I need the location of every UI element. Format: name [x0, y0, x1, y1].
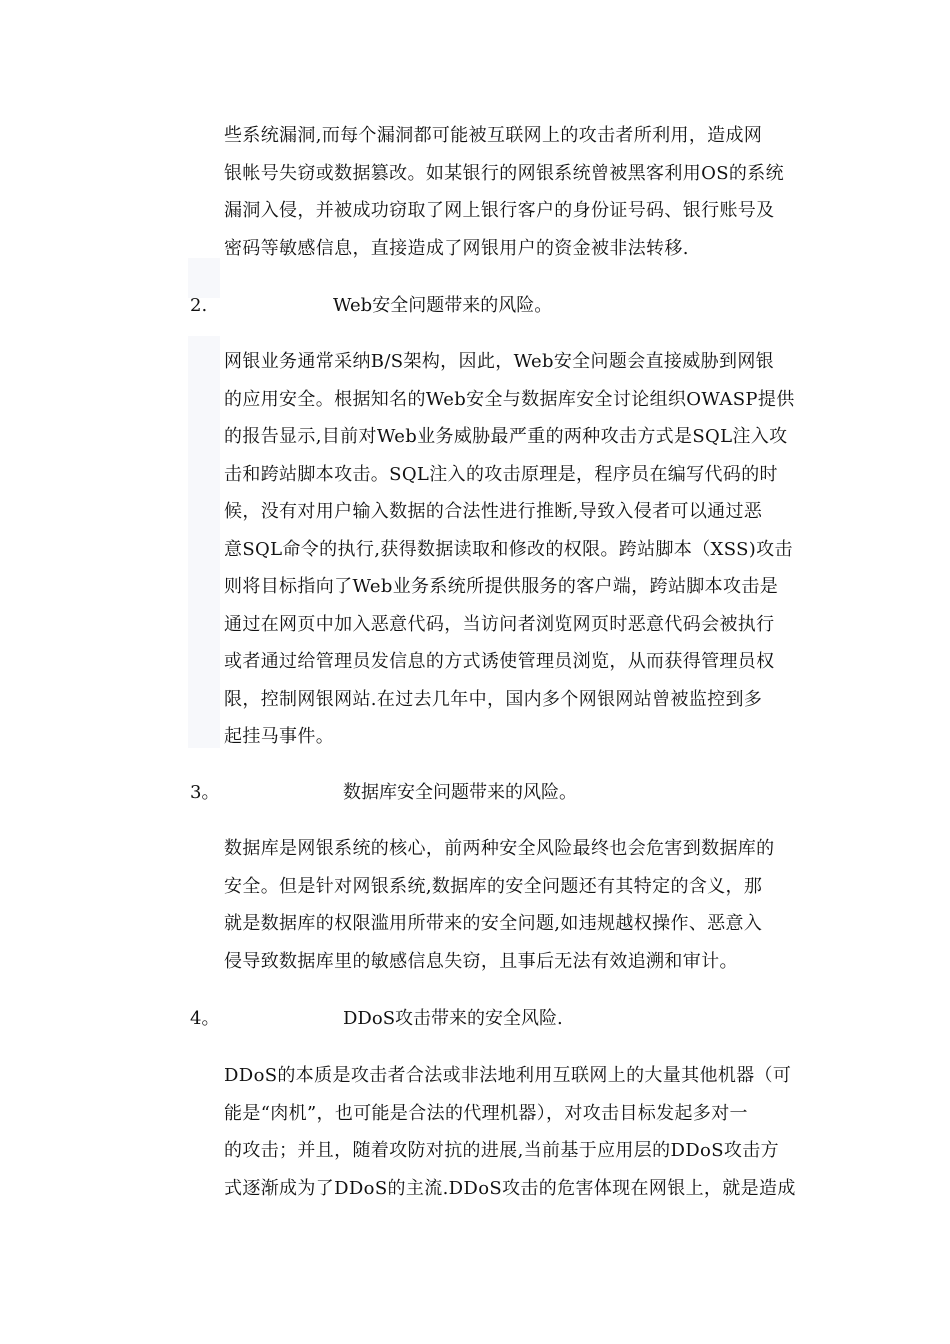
text-line: 的应用安全。根据知名的Web安全与数据库安全讨论组织OWASP提供: [224, 388, 795, 410]
text-line: 银帐号失窃或数据篡改。如某银行的网银系统曾被黑客利用OS的系统: [224, 162, 784, 184]
text-line: 意SQL命令的执行,获得数据读取和修改的权限。跨站脚本（XSS)攻击: [224, 538, 793, 560]
section-number: 3。: [190, 782, 220, 803]
section-heading-2: [0, 290, 950, 322]
text-line: 或者通过给管理员发信息的方式诱使管理员浏览，从而获得管理员权: [224, 651, 775, 672]
text-line: 密码等敏感信息，直接造成了网银用户的资金被非法转移.: [224, 237, 689, 259]
text-line: 数据库是网银系统的核心，前两种安全风险最终也会危害到数据库的: [224, 838, 775, 859]
text-line: 就是数据库的权限滥用所带来的安全问题,如违规越权操作、恶意入: [224, 913, 763, 934]
section-title: DDoS攻击带来的安全风险.: [343, 1008, 563, 1029]
text-line: 能是“肉机”，也可能是合法的代理机器），对攻击目标发起多对一: [224, 1102, 748, 1124]
text-line: 漏洞入侵，并被成功窃取了网上银行客户的身份证号码、银行账号及: [224, 200, 775, 221]
text-line: DDoS的本质是攻击者合法或非法地利用互联网上的大量其他机器（可: [224, 1065, 792, 1086]
section-number: 2.: [190, 295, 208, 316]
paragraph-3: [224, 830, 814, 980]
text-line: 的攻击；并且，随着攻防对抗的进展,当前基于应用层的DDoS攻击方: [224, 1140, 779, 1161]
section-heading-4: [0, 1003, 950, 1035]
shade-band: [188, 336, 220, 748]
text-line: 安全。但是针对网银系统,数据库的安全问题还有其特定的含义，那: [224, 875, 763, 897]
text-line: 的报告显示,目前对Web业务威胁最严重的两种攻击方式是SQL注入攻: [224, 426, 788, 447]
text-line: 通过在网页中加入恶意代码，当访问者浏览网页时恶意代码会被执行: [224, 613, 775, 635]
text-line: 起挂马事件。: [224, 726, 335, 747]
section-title: Web安全问题带来的风险。: [333, 295, 553, 316]
text-line: 限，控制网银网站.在过去几年中，国内多个网银网站曾被监控到多: [224, 688, 763, 710]
text-line: 式逐渐成为了DDoS的主流.DDoS攻击的危害体现在网银上，就是造成: [224, 1177, 796, 1199]
section-title: 数据库安全问题带来的风险。: [343, 782, 577, 803]
text-line: 侵导致数据库里的敏感信息失窃，且事后无法有效追溯和审计。: [224, 950, 738, 972]
section-heading-3: [0, 777, 950, 809]
text-line: 网银业务通常采纳B/S架构，因此，Web安全问题会直接威胁到网银: [224, 351, 775, 372]
text-line: 则将目标指向了Web业务系统所提供服务的客户端，跨站脚本攻击是: [224, 576, 779, 597]
paragraph-1: [224, 117, 814, 267]
paragraph-2: [224, 343, 814, 756]
text-line: 击和跨站脚本攻击。SQL注入的攻击原理是，程序员在编写代码的时: [224, 463, 778, 485]
paragraph-4: [224, 1057, 814, 1207]
text-line: 候，没有对用户输入数据的合法性进行推断,导致入侵者可以通过恶: [224, 501, 763, 522]
text-line: 些系统漏洞,而每个漏洞都可能被互联网上的攻击者所利用，造成网: [224, 125, 763, 146]
section-number: 4。: [190, 1008, 220, 1029]
